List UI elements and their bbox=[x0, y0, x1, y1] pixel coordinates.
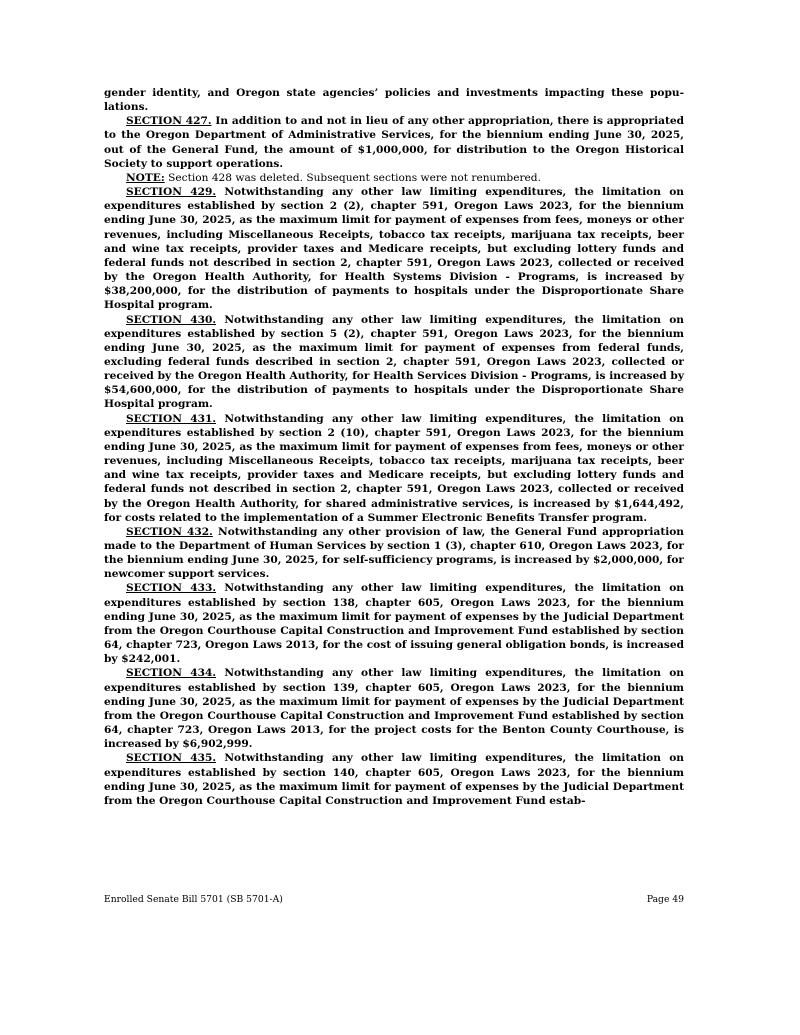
section-429-text: Notwithstanding any other law limiting expenditures, the limitation on expenditures established by section 2 (2), chapter 591, Oregon Laws 2023, for the biennium ending June 30, 2025, as the maximum limit for payment of expenses from fees, moneys or other revenues, including Miscellaneous Receipts, tobacco tax receipts, marijuana tax receipts, beer and wine tax receipts, provider taxes and Medicare receipts, but excluding lottery funds and federal funds not described in section 2, chapter 591, Oregon Laws 2023, collected or received by the Oregon Health Authority, for Health Systems Division - Programs, is increased by $38,200,000, for the distribution of payments to hospitals under the Disproportionate Share Hospital program. bbox=[104, 186, 684, 312]
note-label: NOTE: bbox=[126, 171, 165, 184]
section-435-paragraph bbox=[104, 751, 684, 808]
section-429-label: SECTION 429. bbox=[126, 186, 217, 199]
page-footer bbox=[104, 894, 684, 905]
section-430-label: SECTION 430. bbox=[126, 313, 217, 326]
section-435-text: Notwithstanding any other law limiting expenditures, the limitation on expenditures established by section 140, chapter 605, Oregon Laws 2023, for the biennium ending June 30, 2025, as the maximum limit for payment of expenses by the Judicial Department from the Oregon Courthouse Capital Construction and Improvement Fund estab- bbox=[104, 752, 684, 807]
section-427-label: SECTION 427. bbox=[126, 115, 212, 128]
section-433-label: SECTION 433. bbox=[126, 582, 217, 595]
section-432-paragraph bbox=[104, 525, 684, 582]
section-430-paragraph bbox=[104, 313, 684, 412]
section-431-paragraph bbox=[104, 412, 684, 525]
section-435-label: SECTION 435. bbox=[126, 752, 217, 765]
bill-identifier: Enrolled Senate Bill 5701 (SB 5701-A) bbox=[104, 894, 283, 905]
section-427-text: In addition to and not in lieu of any other appropriation, there is appropriated to the Oregon Department of Administrative Services, for the biennium ending June 30, 2025, out of the General Fund, the amount of $1,000,000, for distribution to the Oregon Historical Society to support operations. bbox=[104, 115, 684, 170]
section-433-text: Notwithstanding any other law limiting expenditures, the limitation on expenditures established by section 138, chapter 605, Oregon Laws 2023, for the biennium ending June 30, 2025, as the maximum limit for payment of expenses by the Judicial Department from the Oregon Courthouse Capital Construction and Improvement Fund established by section 64, chapter 723, Oregon Laws 2013, for the cost of issuing general obligation bonds, is increased by $242,001. bbox=[104, 582, 684, 666]
section-434-label: SECTION 434. bbox=[126, 667, 217, 680]
section-434-text: Notwithstanding any other law limiting expenditures, the limitation on expenditures established by section 139, chapter 605, Oregon Laws 2023, for the biennium ending June 30, 2025, as the maximum limit for payment of expenses by the Judicial Department from the Oregon Courthouse Capital Construction and Improvement Fund established by section 64, chapter 723, Oregon Laws 2013, for the project costs for the Benton County Courthouse, is increased by $6,902,999. bbox=[104, 667, 684, 751]
section-431-text: Notwithstanding any other law limiting expenditures, the limitation on expenditures established by section 2 (10), chapter 591, Oregon Laws 2023, for the biennium ending June 30, 2025, as the maximum limit for payment of expenses from fees, moneys or other revenues, including Miscellaneous Receipts, tobacco tax receipts, marijuana tax receipts, beer and wine tax receipts, provider taxes and Medicare receipts, but excluding lottery funds and federal funds not described in section 2, chapter 591, Oregon Laws 2023, collected or received by the Oregon Health Authority, for shared administrative services, is increased by $1,644,492, for costs related to the implementation of a Summer Electronic Benefits Transfer program. bbox=[104, 412, 684, 524]
section-432-text: Notwithstanding any other provision of law, the General Fund appropriation made to the Department of Human Services by section 1 (3), chapter 610, Oregon Laws 2023, for the biennium ending June 30, 2025, for self-sufficiency programs, is increased by $2,000,000, for newcomer support services. bbox=[104, 525, 684, 581]
section-431-label: SECTION 431. bbox=[126, 412, 217, 425]
page-number: Page 49 bbox=[646, 894, 684, 905]
section-432-label: SECTION 432. bbox=[126, 525, 213, 538]
note-paragraph bbox=[104, 171, 684, 185]
section-434-paragraph bbox=[104, 666, 684, 751]
section-433-paragraph bbox=[104, 581, 684, 666]
bill-text bbox=[104, 86, 684, 808]
section-430-text: Notwithstanding any other law limiting expenditures, the limitation on expenditures established by section 5 (2), chapter 591, Oregon Laws 2023, for the biennium ending June 30, 2025, as the maximum limit for payment of expenses from federal funds, excluding federal funds described in section 2, chapter 591, Oregon Laws 2023, collected or received by the Oregon Health Authority, for Health Services Division - Programs, is increased by $54,600,000, for the distribution of payments to hospitals under the Disproportionate Share Hospital program. bbox=[104, 313, 684, 411]
section-427-paragraph bbox=[104, 114, 684, 171]
section-429-paragraph bbox=[104, 185, 684, 312]
note-text: Section 428 was deleted. Subsequent sections were not renumbered. bbox=[164, 171, 541, 184]
continuation-paragraph: gender identity, and Oregon state agencies’ policies and investments impacting these populations. bbox=[104, 87, 684, 114]
